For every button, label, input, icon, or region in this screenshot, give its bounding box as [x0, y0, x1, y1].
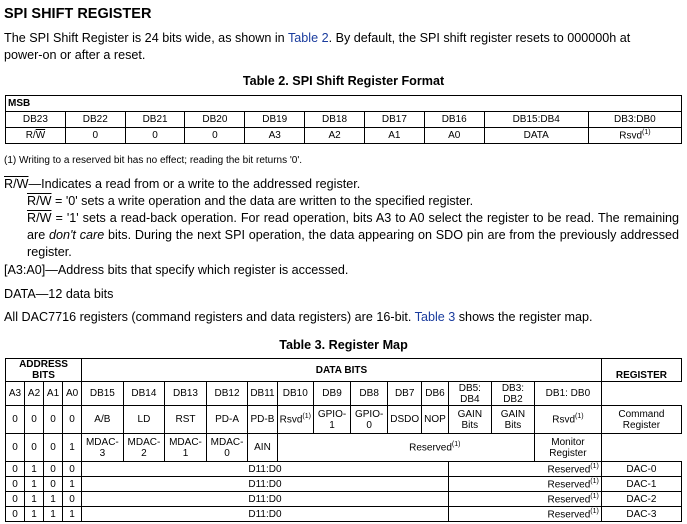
register-map-cell: 0 [63, 406, 82, 434]
register-map-cell: 0 [44, 462, 63, 477]
register-map-cell: 0 [44, 477, 63, 492]
register-map-cell: Rsvd$^{(1)}$ [534, 406, 601, 434]
register-map-cell: 0 [6, 492, 25, 507]
register-map-cell: Reserved$^{(1)}$ [448, 492, 601, 507]
spi-shift-register-table [5, 95, 682, 144]
table2-header-cell: DB21 [125, 112, 185, 128]
register-map-header-cell: DB8 [351, 382, 388, 406]
register-map-header-cell: DB9 [313, 382, 350, 406]
table2-header-cell: DB16 [424, 112, 484, 128]
register-map-cell: Reserved$^{(1)}$ [448, 462, 601, 477]
register-map-cell: Monitor Register [534, 434, 601, 462]
register-map-cell: DAC-0 [601, 462, 681, 477]
register-map-cell: D11:D0 [82, 477, 449, 492]
register-map-cell: 1 [25, 492, 44, 507]
register-map-cell: A/B [82, 406, 124, 434]
register-map-header-cell: DB12 [206, 382, 248, 406]
register-map-cell: 1 [25, 462, 44, 477]
table2-value-cell: A3 [245, 128, 305, 144]
register-map-cell: Reserved$^{(1)}$ [277, 434, 534, 462]
table2-header-cell: DB23 [6, 112, 66, 128]
table2-header-cell: DB20 [185, 112, 245, 128]
register-map-cell: Rsvd$^{(1)}$ [277, 406, 313, 434]
register-map-cell: NOP [422, 406, 449, 434]
register-map-cell: D11:D0 [82, 462, 449, 477]
register-map-cell: DAC-1 [601, 477, 681, 492]
register-map-header-cell: A2 [25, 382, 44, 406]
register-map-header-cell: A0 [63, 382, 82, 406]
msb-label: MSB [6, 96, 682, 112]
register-map-cell: MDAC-1 [165, 434, 207, 462]
table2-header-cell: DB19 [245, 112, 305, 128]
register-map-cell: D11:D0 [82, 507, 449, 522]
data-bits-desc: DATA—12 data bits [4, 287, 114, 301]
table-row [6, 477, 682, 492]
table-row [6, 507, 682, 522]
register-map-header-cell: DB10 [277, 382, 313, 406]
register-map-cell: 0 [6, 477, 25, 492]
register-map-cell: 1 [44, 507, 63, 522]
register-map-cell: 0 [25, 434, 44, 462]
register-map-cell: 0 [44, 434, 63, 462]
table-row [6, 434, 682, 462]
table2-value-cell: A1 [364, 128, 424, 144]
register-map-header-cell: DB13 [165, 382, 207, 406]
address-bits-desc: [A3:A0]—Address bits that specify which register is accessed. [4, 263, 349, 277]
intro-text-2: . By default, the SPI shift register resets to 000000h at [328, 31, 631, 45]
table2-footnote: (1) Writing to a reserved bit has no effect; reading the bit returns '0'. [4, 155, 303, 166]
table2-value-row [6, 128, 682, 144]
register-map-cell: DAC-2 [601, 492, 681, 507]
register-map-cell: GPIO-1 [313, 406, 350, 434]
address-bits-header: ADDRESS BITS [6, 359, 82, 382]
register-header: REGISTER [601, 359, 681, 382]
register-map-cell: MDAC-2 [123, 434, 165, 462]
register-map-cell: PD-A [206, 406, 248, 434]
register-map-cell: 0 [63, 462, 82, 477]
register-map-cell: D11:D0 [82, 492, 449, 507]
register-map-header-cell: DB11 [248, 382, 277, 406]
rw-write-line: R/W = '0' sets a write operation and the data are written to the specified register. [27, 194, 474, 208]
register-map-cell: AIN [248, 434, 277, 462]
table2-value-cell: Rsvd$^{(1)}$ [588, 128, 681, 144]
register-map-cell: 0 [6, 434, 25, 462]
register-map-cell: 0 [6, 406, 25, 434]
table2-header-cell: DB22 [65, 112, 125, 128]
register-map-cell: GAIN Bits [448, 406, 491, 434]
register-map-cell: 0 [63, 492, 82, 507]
register-map-cell: GPIO-0 [351, 406, 388, 434]
register-map-header-cell: DB1: DB0 [534, 382, 601, 406]
table2-header-cell: DB15:DB4 [484, 112, 588, 128]
register-map-table [5, 358, 682, 522]
table-row [6, 406, 682, 434]
rw-read-line: R/W = '1' sets a read-back operation. For read operation, bits A3 to A0 select the register to be read. The remaining are don't care bits. During the next SPI operation, the data appearing on SDO pin are from the previously addressed register. [27, 211, 680, 259]
all-registers-paragraph: All DAC7716 registers (command registers and data registers) are 16-bit. Table 3 shows the register map. [4, 310, 593, 324]
register-map-cell: 0 [6, 507, 25, 522]
register-map-cell: MDAC-3 [82, 434, 124, 462]
register-map-cell: LD [123, 406, 165, 434]
register-map-header-cell: DB3: DB2 [491, 382, 534, 406]
section-heading: SPI SHIFT REGISTER [4, 6, 152, 22]
register-map-header-cell: A3 [6, 382, 25, 406]
register-map-cell: PD-B [248, 406, 277, 434]
table3-link[interactable]: Table 3 [414, 310, 456, 324]
register-map-header-cell: DB7 [388, 382, 422, 406]
rw-description: R/W—Indicates a read from or a write to the addressed register. [4, 177, 361, 191]
register-map-header-row [6, 382, 682, 406]
register-map-cell: DAC-3 [601, 507, 681, 522]
table2-value-cell: 0 [125, 128, 185, 144]
register-map-cell: MDAC-0 [206, 434, 248, 462]
register-map-header-cell: DB5: DB4 [448, 382, 491, 406]
register-map-header-cell: DB6 [422, 382, 449, 406]
table2-header-row [6, 112, 682, 128]
register-map-cell: 1 [25, 477, 44, 492]
register-map-cell: GAIN Bits [491, 406, 534, 434]
table3-caption: Table 3. Register Map [279, 338, 408, 352]
register-map-cell: Command Register [601, 406, 681, 434]
table2-value-cell: A2 [305, 128, 365, 144]
register-map-cell: RST [165, 406, 207, 434]
table2-header-cell: DB17 [364, 112, 424, 128]
register-map-cell: Reserved$^{(1)}$ [448, 477, 601, 492]
table2-value-cell: DATA [484, 128, 588, 144]
register-map-cell: 1 [44, 492, 63, 507]
intro-text-3: power-on or after a reset. [4, 48, 146, 62]
table2-value-cell: A0 [424, 128, 484, 144]
register-map-cell: 0 [44, 406, 63, 434]
table-row [6, 492, 682, 507]
register-map-header-cell: DB15 [82, 382, 124, 406]
table-row [6, 462, 682, 477]
register-map-cell: Reserved$^{(1)}$ [448, 507, 601, 522]
register-map-cell: DSDO [388, 406, 422, 434]
register-map-cell: 1 [25, 507, 44, 522]
table2-value-cell: $R/\overline{W}$ [6, 128, 66, 144]
data-bits-header: DATA BITS [82, 359, 602, 382]
register-map-header-cell: DB14 [123, 382, 165, 406]
register-map-cell: 1 [63, 477, 82, 492]
register-map-header-cell: A1 [44, 382, 63, 406]
register-map-cell: 0 [6, 462, 25, 477]
intro-paragraph [4, 30, 630, 64]
register-map-cell: 1 [63, 507, 82, 522]
table2-header-cell: DB18 [305, 112, 365, 128]
register-map-cell: 1 [63, 434, 82, 462]
intro-text: The SPI Shift Register is 24 bits wide, as shown in [4, 31, 288, 45]
table2-value-cell: 0 [65, 128, 125, 144]
register-map-cell: 0 [25, 406, 44, 434]
table2-value-cell: 0 [185, 128, 245, 144]
table2-header-cell: DB3:DB0 [588, 112, 681, 128]
table2-link[interactable]: Table 2 [287, 31, 329, 45]
table2-caption: Table 2. SPI Shift Register Format [242, 74, 445, 88]
